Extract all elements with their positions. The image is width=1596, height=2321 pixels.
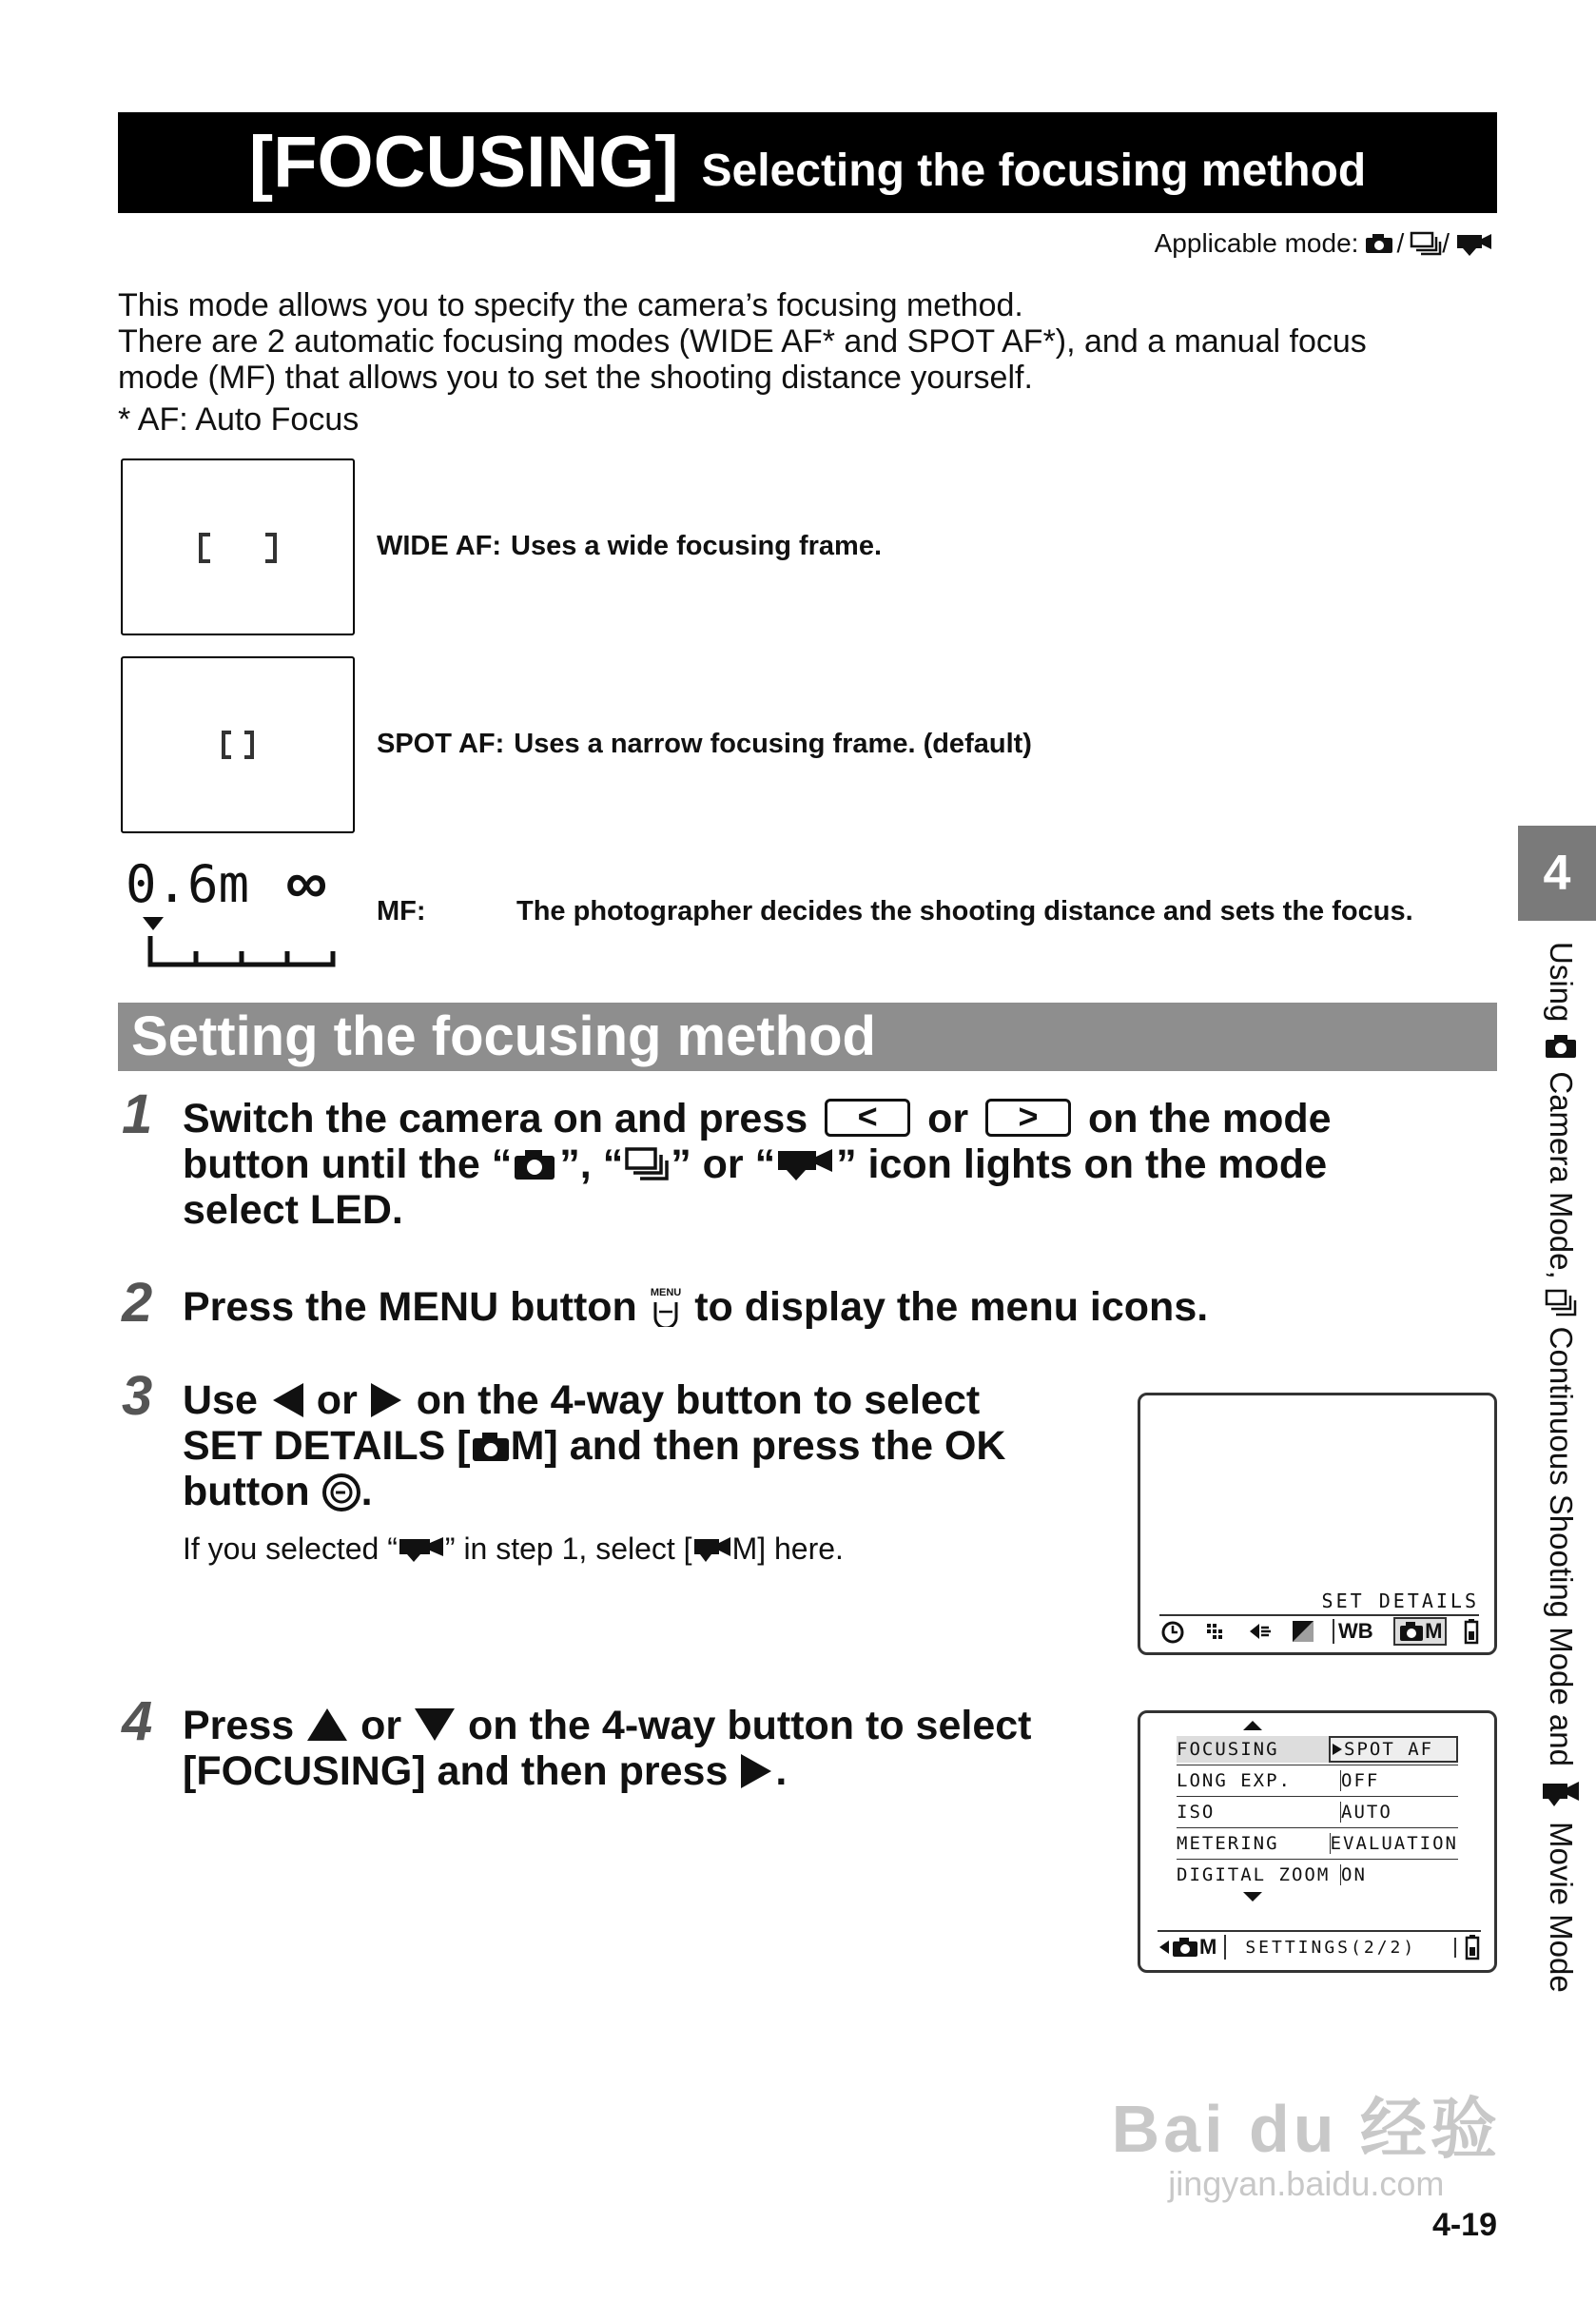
- set-details-tab: M: [1393, 1617, 1447, 1646]
- lcd-set-details-label: SET DETAILS: [1321, 1590, 1479, 1612]
- step-1-number: 1: [122, 1083, 153, 1145]
- lcd-screen-settings: [1138, 1710, 1497, 1973]
- camera-icon: [1171, 1936, 1199, 1959]
- step-2-text: Press the MENU button MENU to display the menu icons.: [183, 1284, 1209, 1330]
- menu-button-icon: MENU: [651, 1287, 681, 1327]
- spot-af-row: [377, 729, 1032, 760]
- right-triangle-icon: [1331, 1742, 1344, 1757]
- spot-focus-bracket-icon: [123, 658, 353, 831]
- wide-af-desc: Uses a wide focusing frame.: [511, 531, 883, 561]
- page-number: 4-19: [1431, 2207, 1497, 2243]
- mf-distance-illustration: [122, 850, 350, 970]
- spot-af-desc: Uses a narrow focusing frame. (default): [514, 729, 1032, 759]
- scroll-down-arrow-icon: [1241, 1890, 1264, 1903]
- lcd-menu-icon-bar: [1159, 1614, 1479, 1647]
- step-3-number: 3: [122, 1365, 153, 1427]
- applicable-label: Applicable mode:: [1154, 228, 1359, 258]
- battery-icon: [1464, 1618, 1479, 1645]
- step-4-number: 4: [122, 1690, 153, 1752]
- flash-icon: [1246, 1618, 1273, 1645]
- section-title: Setting the focusing method: [118, 1003, 1497, 1071]
- movie-icon: [692, 1535, 732, 1564]
- right-triangle-icon: [369, 1381, 405, 1419]
- ok-button-icon: [321, 1473, 361, 1512]
- movie-icon: [775, 1145, 836, 1181]
- intro-line-3: mode (MF) that allows you to set the shooting distance yourself.: [118, 360, 1033, 396]
- menu-icon: [652, 1298, 680, 1327]
- left-triangle-icon: [1158, 1939, 1171, 1956]
- step-1-text: Switch the camera on and press < or > on the mode button until the “ ”, “ ” or “ ” icon lights on the mode select LED.: [183, 1096, 1332, 1233]
- wide-af-label: WIDE AF:: [377, 531, 502, 561]
- spot-af-label: SPOT AF:: [377, 729, 505, 759]
- wide-focus-bracket-icon: [123, 460, 353, 634]
- lcd-row-long-exp: LONG EXP. OFF: [1177, 1765, 1458, 1797]
- lcd-row-digital-zoom: DIGITAL ZOOM ON: [1177, 1860, 1458, 1890]
- camera-icon: [1364, 232, 1396, 255]
- wide-af-row: [377, 531, 882, 562]
- page-title: [FOCUSING]: [248, 122, 679, 203]
- exposure-compensation-icon: [1290, 1618, 1316, 1645]
- step-3-text: Use or on the 4-way button to select SET DETAILS [ M] and then press the OK button .: [183, 1377, 1006, 1514]
- battery-icon: [1464, 1934, 1481, 1960]
- quality-icon: [1203, 1618, 1230, 1645]
- distance-scale-icon: [141, 915, 350, 970]
- chapter-tab: 4: [1518, 826, 1596, 921]
- step-3-note: If you selected “ ” in step 1, select [ M] here.: [183, 1531, 844, 1566]
- intro-line-1: This mode allows you to specify the camera’s focusing method.: [118, 287, 1023, 323]
- continuous-shooting-icon: [1545, 1289, 1577, 1317]
- lcd-settings-table: [1177, 1734, 1458, 1890]
- watermark: Bai du 经验 jingyan.baidu.com: [1111, 2092, 1501, 2203]
- lcd-row-metering: METERING EVALUATION: [1177, 1828, 1458, 1860]
- movie-icon: [1455, 231, 1493, 256]
- down-triangle-icon: [413, 1707, 457, 1743]
- intro-footnote: * AF: Auto Focus: [118, 401, 360, 438]
- white-balance-icon: WB: [1333, 1619, 1377, 1644]
- mf-label: MF:: [377, 896, 426, 926]
- continuous-shooting-icon: [623, 1145, 671, 1181]
- self-timer-icon: [1159, 1618, 1186, 1645]
- camera-icon: [512, 1147, 559, 1181]
- lcd-screen-set-details: [1138, 1393, 1497, 1655]
- lcd-row-focusing-value: SPOT AF: [1329, 1736, 1458, 1763]
- up-triangle-icon: [305, 1707, 349, 1743]
- page-subtitle: Selecting the focusing method: [701, 145, 1367, 196]
- lcd-footer-tab: M: [1199, 1935, 1226, 1960]
- lcd-settings-page: SETTINGS(2/2): [1245, 1938, 1456, 1958]
- mode-right-key: >: [985, 1099, 1071, 1137]
- left-triangle-icon: [269, 1381, 305, 1419]
- mode-left-key: <: [825, 1099, 910, 1137]
- camera-icon: [1398, 1621, 1425, 1642]
- title-bar: [118, 112, 1497, 213]
- infinity-symbol: ∞: [285, 850, 328, 916]
- step-2-number: 2: [122, 1272, 153, 1334]
- intro-line-2: There are 2 automatic focusing modes (WIDE AF* and SPOT AF*), and a manual focus: [118, 323, 1367, 360]
- applicable-mode: Applicable mode: / /: [1155, 228, 1493, 259]
- spot-af-frame-illustration: [121, 656, 355, 833]
- step-4-text: Press or on the 4-way button to select [FOCUSING] and then press .: [183, 1703, 1032, 1794]
- movie-icon: [398, 1535, 445, 1564]
- lcd-settings-footer: [1158, 1930, 1481, 1962]
- camera-icon: [471, 1431, 511, 1463]
- right-triangle-icon: [739, 1752, 775, 1790]
- lcd-row-focusing: FOCUSING SPOT AF: [1177, 1734, 1458, 1765]
- movie-icon: [1541, 1780, 1581, 1808]
- continuous-shooting-icon: [1410, 231, 1442, 256]
- scroll-up-arrow-icon: [1241, 1719, 1264, 1732]
- camera-icon: [1544, 1033, 1578, 1060]
- mf-desc: The photographer decides the shooting distance and sets the focus.: [516, 896, 1413, 926]
- lcd-row-iso: ISO AUTO: [1177, 1797, 1458, 1828]
- wide-af-frame-illustration: [121, 458, 355, 635]
- mf-distance: 0.6m: [126, 854, 250, 914]
- chapter-side-title: Using Camera Mode, Continuous Shooting Mode and Movie Mode: [1543, 942, 1579, 1993]
